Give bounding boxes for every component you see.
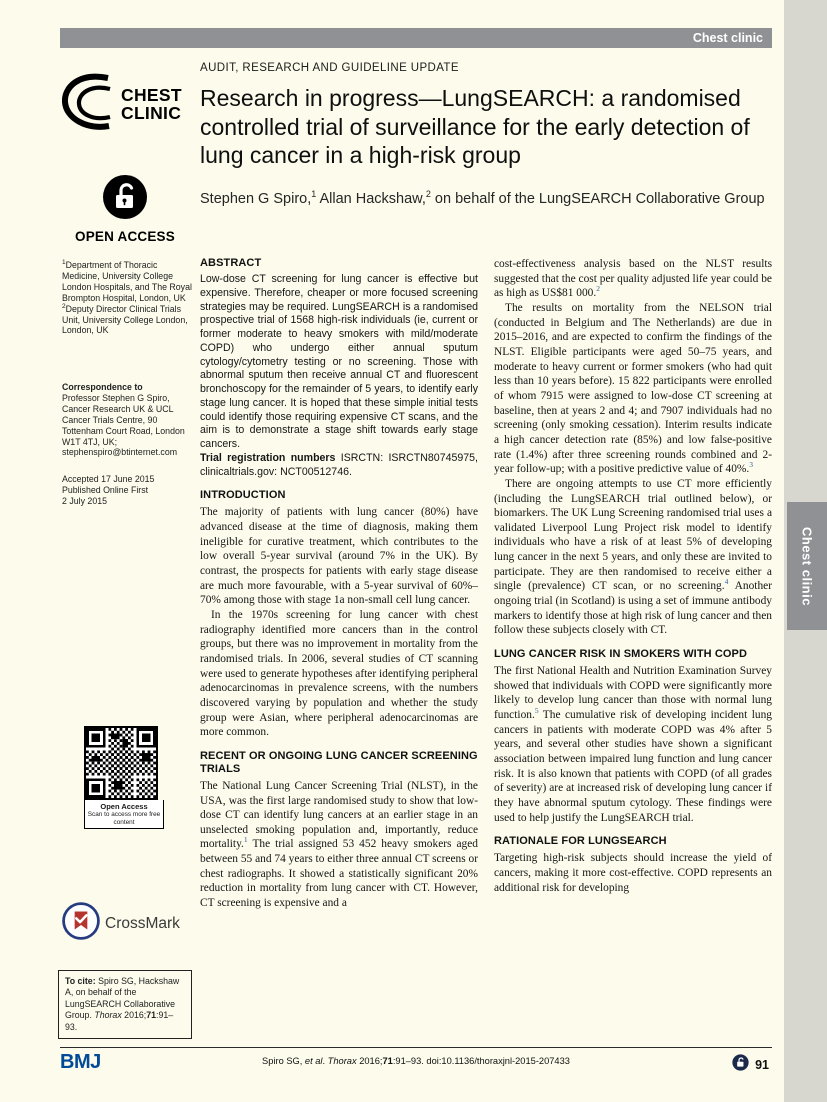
footer-right (732, 1054, 769, 1076)
chest-clinic-logo (62, 72, 182, 137)
open-padlock-icon (102, 207, 148, 224)
paragraph: Targeting high-risk subjects should increase the yield of cancers, making it more cost-effective. COPD represents an additional risk for developing (494, 852, 772, 894)
footer-rule (60, 1047, 772, 1048)
affiliations (62, 260, 192, 336)
section-heading: RECENT OR ONGOING LUNG CANCER SCREENING TRIALS (200, 749, 478, 775)
section-banner-label: Chest clinic (692, 31, 763, 45)
paragraph: Low-dose CT screening for lung cancer is effective but expensive. Therefore, cheaper or more focused screening strategies may be required. LungSEARCH is a randomised prospective trial of 1568 high-risk individuals (ie, current or former moderate to heavy smokers with mild/moderate COPD) who undergo either annual sputum cytology/cytometry testing or no screening. Those with abnormal sputum then receive annual CT and fluorescent bronchoscopy for the remainder of 5 years, to identify early stage lung cancer. It is hoped that these simple initial tests could identify those requiring expensive CT scans, and the aim is to demonstrate a stage shift towards early stage cancers. (200, 272, 478, 451)
section-banner (60, 28, 772, 48)
correspondence-block (62, 382, 192, 458)
article-category: AUDIT, RESEARCH AND GUIDELINE UPDATE (200, 62, 459, 74)
open-access-logo (60, 174, 190, 244)
article-body (200, 257, 772, 1049)
paragraph: Trial registration numbers ISRCTN: ISRCTN80745975, clinicaltrials.gov: NCT00512746. (200, 451, 478, 478)
open-access-footer-icon (732, 1054, 749, 1076)
paragraph: The results on mortality from the NELSON trial (conducted in Belgium and The Netherlands) are due in 2015–2016, and are expected to confirm the findings of the NLST. Eligible participants were aged 50–75 years, and moderate to heavy current or former smokers (who had quit less than 10 years before). 15 822 participants were enrolled of whom 7915 were assigned to low-dose CT screening at baseline, then at years 2 and 4; and 7907 individuals had no screening (only smoking cessation). Interim results indicate a high cancer detection rate (85%) and low false-positive rate (1.4%) after three screening rounds combined and 2-year follow-up; with a positive predictive value of 40%.$^3$ (494, 301, 772, 476)
crossmark-badge (62, 902, 180, 945)
accepted-date: Accepted 17 June 2015 (62, 474, 155, 484)
bmj-logo: BMJ (60, 1051, 101, 1073)
page-number: 91 (755, 1058, 769, 1072)
affiliation-2: $^2$Deputy Director Clinical Trials Unit, University College London, London, UK (62, 302, 188, 336)
article-column-1 (200, 257, 478, 1049)
qr-caption (84, 800, 164, 829)
paragraph: In the 1970s screening for lung cancer with chest radiography identified more cancers than in the control groups, but there was no improvement in mortality from the randomised trials. In 2006, several studies of CT scanning were used to generate hypotheses after identifying peripheral adenocarcinomas in prevalence screens, with the numbers discovered varying by population and whether the study group were Asian, where peripheral adenocarcinomas are more common. (200, 609, 479, 739)
crossmark-label: CrossMark (105, 914, 180, 932)
paragraph: The first National Health and Nutrition Examination Survey showed that individuals with COPD were significantly more likely to develop lung cancer than those with normal lung function.$^5$ The cumulative risk of developing incident lung cancers in patients with moderate COPD was 4% after 5 years, and several other studies have shown a significant association between impaired lung function and lung cancer risk. It is also known that patients with COPD (of all grades of severity) are at increased risk of developing lung cancer if they have abnormal sputum cytology. These findings were used to help justify the LungSEARCH trial. (494, 665, 772, 824)
qr-caption-title: Open Access (100, 802, 148, 811)
affiliation-1: $^1$Department of Thoracic Medicine, University College London Hospitals, and The Royal Brompton Hospital, London, UK (62, 259, 192, 303)
published-date: 2 July 2015 (62, 495, 107, 506)
to-cite-box: To cite: Spiro SG, Hackshaw A, on behalf of the LungSEARCH Collaborative Group. Thorax 2016;71:91–93. (58, 970, 192, 1039)
section-heading: ABSTRACT (200, 257, 262, 269)
paragraph: cost-effectiveness analysis based on the NLST results suggested that the cost per quality adjusted life year could be as high as US$81 000.$^2$ (494, 258, 772, 300)
article-title: Research in progress—LungSEARCH: a randomised controlled trial of surveillance for the early detection of lung cancer in a high-risk group (200, 85, 750, 169)
paragraph: The National Lung Cancer Screening Trial (NLST), in the USA, was the first large randomised study to show that low-dose CT can identify lung cancers at an earlier stage in an unselected smoking population and, importantly, reduce mortality.$^1$ The trial assigned 53 452 heavy smokers aged between 55 and 74 years to either three annual CT screens or chest radiographs. It showed a statistically significant 20% reduction in mortality from lung cancer with CT. However, CT screening is expensive and a (200, 779, 478, 910)
article-authors: Stephen G Spiro,$^1$ Allan Hackshaw,$^2$ on behalf of the LungSEARCH Collaborative Group (200, 189, 765, 207)
chest-clinic-logo-text-2: CLINIC (121, 102, 182, 123)
side-tab-label: Chest clinic (799, 526, 815, 606)
paragraph: The majority of patients with lung cancer (80%) have advanced disease at the time of diagnosis, making them ineligible for curative treatment, which contributes to the low overall 5-year survival (around 7% in the UK). By contrast, the prospects for patients with early stage disease are much more favourable, with a 5-year survival of 60%–70% among those with stage 1a non-small cell lung cancer. (200, 506, 478, 607)
chest-clinic-swoosh-icon (62, 72, 116, 137)
article-column-2 (494, 257, 772, 1049)
paragraph: There are ongoing attempts to use CT more efficiently (including the LungSEARCH trial outlined below), or biomarkers. The UK Lung Screening randomised trial uses a validated Liverpool Lung Project risk model to identify individuals who have a risk of at least 5% of developing lung cancer in the next 5 years, and only these are invited to participate. They are then randomised to receive either a single (prevalence) CT scan, or no screening.$^4$ Another ongoing trial (in Scotland) is using a set of immune antibody markers to identify those at high risk of lung cancer and then follow these subjects closely with CT. (494, 477, 772, 637)
section-heading: INTRODUCTION (200, 489, 286, 502)
chest-clinic-logo-text-1: CHEST (121, 84, 182, 105)
qr-code-icon (84, 726, 164, 800)
section-heading: RATIONALE FOR LUNGSEARCH (494, 835, 667, 848)
published-online-first-label: Published Online First (62, 484, 149, 495)
side-tab-chest-clinic (787, 502, 827, 630)
correspondence-heading: Correspondence to (62, 382, 143, 392)
crossmark-icon (62, 902, 100, 945)
correspondence-body: Professor Stephen G Spiro, Cancer Research UK & UCL Cancer Trials Centre, 90 Tottenham Court Road, London W1T 4TJ, UK; stephenspiro@btinternet.com (62, 392, 185, 458)
footer-citation: Spiro SG, et al. Thorax 2016;71:91–93. doi:10.1136/thoraxjnl-2015-207433 (262, 1056, 570, 1066)
open-access-label: OPEN ACCESS (75, 229, 175, 244)
section-heading: LUNG CANCER RISK IN SMOKERS WITH COPD (494, 648, 748, 661)
article-dates (62, 474, 192, 507)
qr-code-block (84, 726, 164, 829)
qr-caption-subtitle: Scan to access more free content (87, 811, 161, 826)
